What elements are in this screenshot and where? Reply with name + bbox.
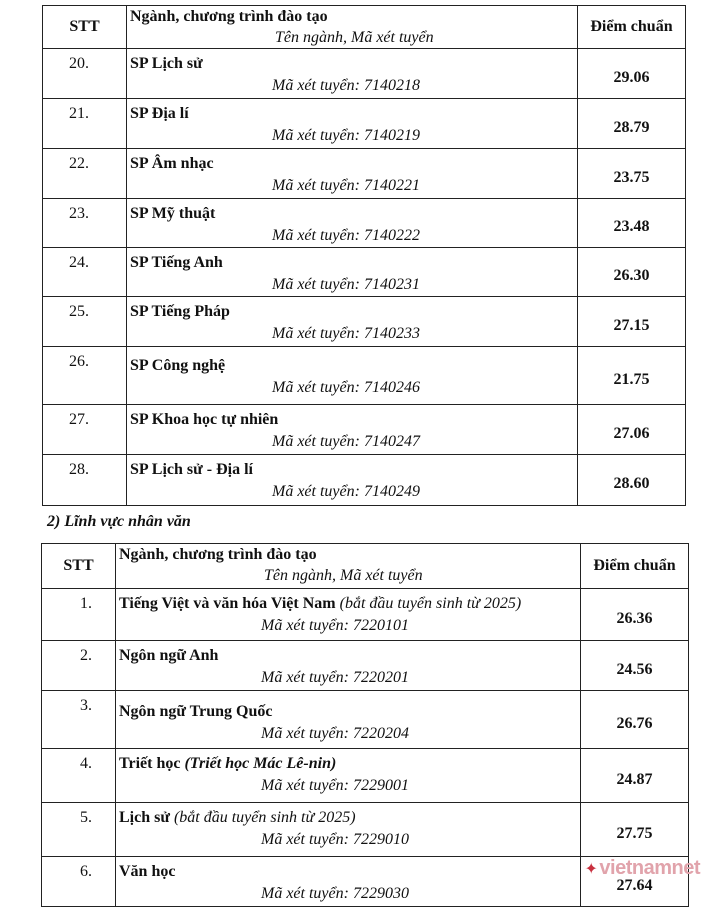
- major-name: SP Lịch sử - Địa lí: [130, 461, 253, 478]
- major-name: SP Tiếng Pháp: [130, 303, 230, 320]
- major-code: Mã xét tuyển: 7140233: [272, 325, 420, 342]
- row-score: 27.75: [581, 803, 689, 857]
- major-name: [119, 753, 580, 775]
- major-name: SP Tiếng Anh: [130, 254, 223, 271]
- table-row: [42, 589, 689, 641]
- major-name: Ngôn ngữ Anh: [119, 647, 219, 664]
- row-major: [116, 749, 581, 803]
- major-code: Mã xét tuyển: 7220101: [261, 617, 409, 634]
- major-code: Mã xét tuyển: 7220201: [261, 669, 409, 686]
- row-major: [127, 199, 578, 248]
- row-stt: 4.: [42, 749, 116, 803]
- header-stt: STT: [42, 544, 116, 589]
- row-stt: 23.: [43, 199, 127, 248]
- row-stt: 5.: [42, 803, 116, 857]
- row-major: [127, 455, 578, 506]
- row-score: 26.36: [581, 589, 689, 641]
- row-score: 21.75: [578, 347, 686, 405]
- table-row: [43, 49, 686, 99]
- major-code: Mã xét tuyển: 7140249: [272, 483, 420, 500]
- row-score: 28.60: [578, 455, 686, 506]
- row-stt: 20.: [43, 49, 127, 99]
- row-stt: 27.: [43, 405, 127, 455]
- row-score: 26.76: [581, 691, 689, 749]
- major-name-detail: (Triết học Mác Lê-nin): [184, 755, 337, 772]
- row-stt: 6.: [42, 857, 116, 907]
- major-name: SP Lịch sử: [130, 55, 203, 72]
- major-name: Văn học: [119, 863, 176, 880]
- vietnamnet-watermark-logo: [585, 857, 701, 880]
- major-code: Mã xét tuyển: 7220204: [261, 725, 409, 742]
- major-name: SP Mỹ thuật: [130, 205, 216, 222]
- major-code: Mã xét tuyển: 7140218: [272, 77, 420, 94]
- row-major: [116, 589, 581, 641]
- table-row: [42, 691, 689, 749]
- major-code: Mã xét tuyển: 7140231: [272, 276, 420, 293]
- major-code: Mã xét tuyển: 7140247: [272, 433, 420, 450]
- row-stt: 25.: [43, 297, 127, 347]
- table-row: [43, 455, 686, 506]
- header-score: Điểm chuẩn: [581, 544, 689, 589]
- major-name: Ngôn ngữ Trung Quốc: [119, 703, 273, 720]
- major-note: (bắt đầu tuyển sinh từ 2025): [339, 595, 522, 612]
- star-icon: ✦: [584, 861, 598, 878]
- row-major: [127, 347, 578, 405]
- table-header-row: [43, 6, 686, 49]
- row-major: [127, 149, 578, 199]
- major-name: [119, 807, 580, 829]
- table-row: [43, 405, 686, 455]
- row-major: [127, 297, 578, 347]
- row-score: 27.06: [578, 405, 686, 455]
- major-code: Mã xét tuyển: 7229010: [261, 831, 409, 848]
- row-stt: 1.: [42, 589, 116, 641]
- header-major: [116, 544, 581, 589]
- major-name-text: Triết học: [119, 755, 181, 772]
- table-row: [42, 749, 689, 803]
- row-score: 26.30: [578, 248, 686, 297]
- row-score: 27.64: [581, 857, 689, 907]
- header-stt: STT: [43, 6, 127, 49]
- major-code: Mã xét tuyển: 7140222: [272, 227, 420, 244]
- table-row: [43, 248, 686, 297]
- table-row: [43, 149, 686, 199]
- major-code: Mã xét tuyển: 7140246: [272, 379, 420, 396]
- major-name: SP Khoa học tự nhiên: [130, 411, 279, 428]
- major-code: Mã xét tuyển: 7140219: [272, 127, 420, 144]
- header-major-title: Ngành, chương trình đào tạo: [130, 8, 328, 25]
- major-name: SP Công nghệ: [130, 357, 226, 374]
- header-score: Điểm chuẩn: [578, 6, 686, 49]
- row-stt: 3.: [42, 691, 116, 749]
- row-major: [116, 803, 581, 857]
- table-row: [43, 347, 686, 405]
- row-score: 27.15: [578, 297, 686, 347]
- row-score: 23.48: [578, 199, 686, 248]
- major-name: [119, 593, 580, 615]
- major-code: Mã xét tuyển: 7229030: [261, 885, 409, 902]
- row-stt: 22.: [43, 149, 127, 199]
- major-name-text: Tiếng Việt và văn hóa Việt Nam: [119, 595, 336, 612]
- row-score: 23.75: [578, 149, 686, 199]
- major-note: (bắt đầu tuyển sinh từ 2025): [173, 809, 356, 826]
- row-stt: 2.: [42, 641, 116, 691]
- header-major-subtitle: Tên ngành, Mã xét tuyển: [264, 567, 423, 584]
- row-major: [116, 857, 581, 907]
- table-header-row: [42, 544, 689, 589]
- row-major: [127, 248, 578, 297]
- row-major: [127, 49, 578, 99]
- header-major-title: Ngành, chương trình đào tạo: [119, 546, 317, 563]
- row-score: 24.56: [581, 641, 689, 691]
- table-row: [43, 199, 686, 248]
- row-major: [127, 99, 578, 149]
- major-code: Mã xét tuyển: 7229001: [261, 777, 409, 794]
- section-heading: 2) Lĩnh vực nhân văn: [47, 513, 191, 530]
- major-name: SP Địa lí: [130, 105, 189, 122]
- row-stt: 26.: [43, 347, 127, 405]
- header-major: [127, 6, 578, 49]
- row-major: [116, 641, 581, 691]
- watermark-text: vietnamnet: [599, 857, 700, 879]
- row-stt: 24.: [43, 248, 127, 297]
- major-name-text: Lịch sử: [119, 809, 170, 826]
- major-code: Mã xét tuyển: 7140221: [272, 177, 420, 194]
- table-row: [42, 641, 689, 691]
- table-row: [43, 297, 686, 347]
- row-score: 28.79: [578, 99, 686, 149]
- row-stt: 21.: [43, 99, 127, 149]
- admission-score-table-1: [42, 5, 686, 506]
- table-row: [42, 803, 689, 857]
- admission-score-table-2: [41, 543, 689, 907]
- row-score: 24.87: [581, 749, 689, 803]
- header-major-subtitle: Tên ngành, Mã xét tuyển: [275, 29, 434, 46]
- table-row: [43, 99, 686, 149]
- row-stt: 28.: [43, 455, 127, 506]
- row-major: [116, 691, 581, 749]
- major-name: SP Âm nhạc: [130, 155, 214, 172]
- row-score: 29.06: [578, 49, 686, 99]
- row-major: [127, 405, 578, 455]
